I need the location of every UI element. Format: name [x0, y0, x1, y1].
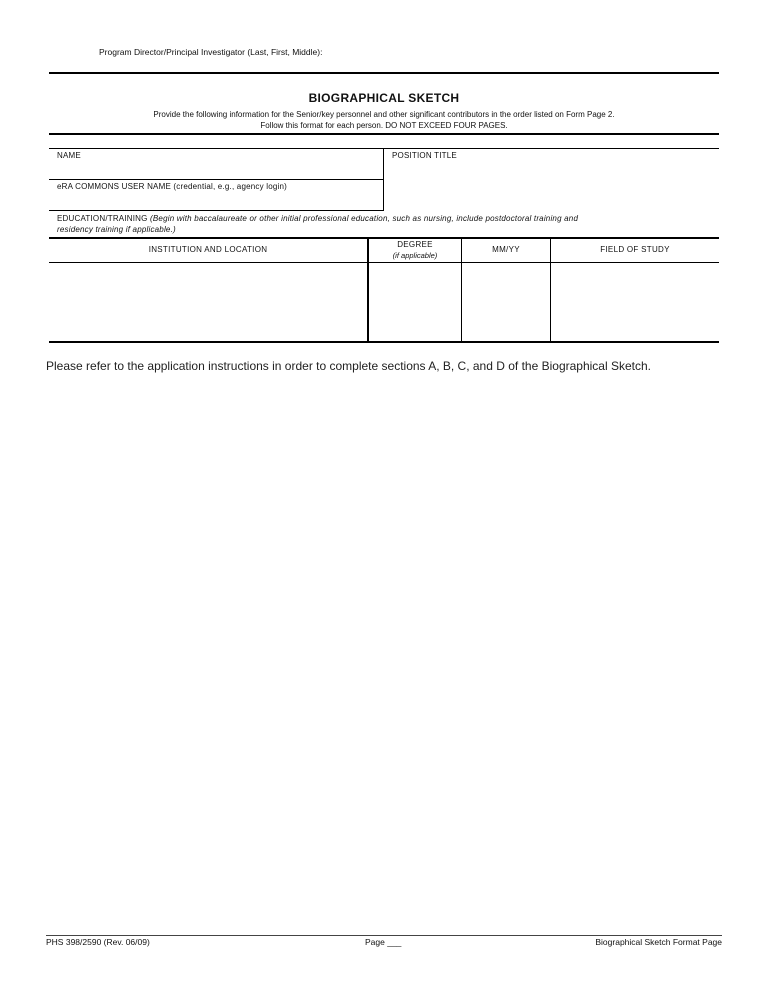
top-rule — [49, 72, 719, 74]
education-training-heading — [57, 213, 717, 224]
form-number: PHS 398/2590 (Rev. 06/09) — [46, 937, 150, 947]
degree-header: DEGREE — [397, 240, 433, 249]
form-title: BIOGRAPHICAL SKETCH — [308, 91, 460, 105]
era-commons-label: eRA COMMONS USER NAME (credential, e.g., agency login) — [57, 182, 287, 191]
mmyy-header: MM/YY — [492, 245, 520, 254]
field-of-study-cell[interactable] — [552, 264, 718, 340]
education-label: EDUCATION/TRAINING — [57, 214, 148, 223]
era-bottom-rule — [49, 210, 384, 211]
position-title-label: POSITION TITLE — [392, 151, 457, 160]
table-header-rule — [49, 262, 719, 263]
format-page-label: Biographical Sketch Format Page — [595, 937, 722, 947]
institution-header: INSTITUTION AND LOCATION — [148, 245, 268, 254]
pi-name-label: Program Director/Principal Investigator (Last, First, Middle): — [99, 47, 323, 57]
instruction-rule — [49, 133, 719, 135]
table-top-rule — [49, 237, 719, 239]
name-label: NAME — [57, 151, 81, 160]
instruction-line-2: Follow this format for each person. DO NOT EXCEED FOUR PAGES. — [260, 121, 508, 130]
position-title-field[interactable] — [386, 160, 716, 208]
degree-subheader: (if applicable) — [392, 251, 438, 260]
instructions-paragraph: Please refer to the application instructions in order to complete sections A, B, C, and D of the Biographical Sketch. — [46, 359, 651, 373]
field-of-study-header: FIELD OF STUDY — [600, 245, 670, 254]
table-bottom-rule — [49, 341, 719, 343]
era-top-rule — [49, 179, 384, 180]
footer-rule — [46, 935, 722, 936]
era-commons-field[interactable] — [50, 193, 380, 209]
education-note-2: residency training if applicable.) — [57, 225, 176, 234]
name-box-top-rule — [49, 148, 719, 149]
institution-cell[interactable] — [50, 264, 366, 340]
name-field[interactable] — [50, 160, 380, 178]
education-note-1: (Begin with baccalaureate or other initial professional education, such as nursing, include postdoctoral training and — [150, 214, 579, 223]
instruction-line-1: Provide the following information for the Senior/key personnel and other significant contributors in the order listed on Form Page 2. — [153, 110, 615, 119]
degree-cell[interactable] — [370, 264, 460, 340]
page-number: Page ___ — [365, 937, 402, 947]
mmyy-cell[interactable] — [463, 264, 549, 340]
